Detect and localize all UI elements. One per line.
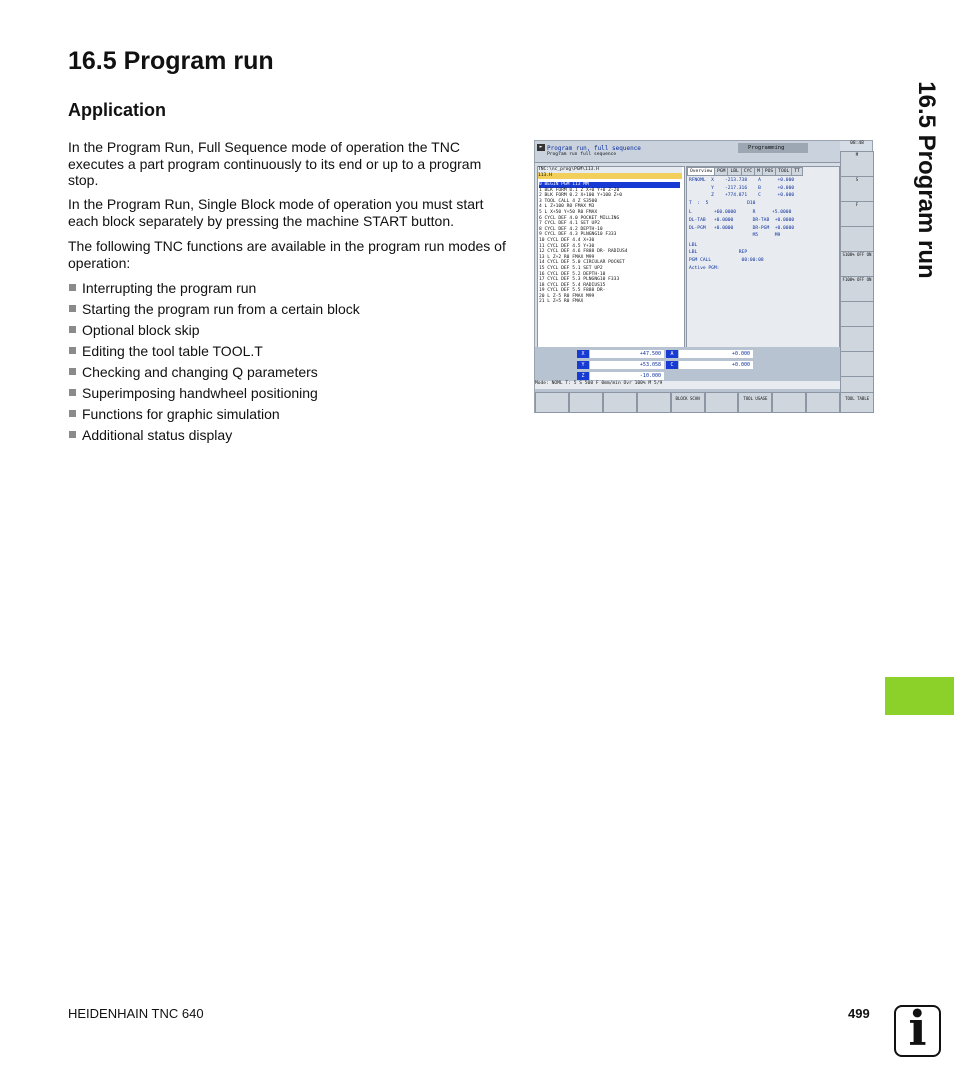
mode-title: Program run, full sequence xyxy=(547,145,641,152)
status-values xyxy=(689,178,794,273)
program-line: 17 CYCL DEF 5.3 PLNGNG10 F333 xyxy=(539,277,620,283)
softkey[interactable] xyxy=(569,392,603,413)
program-line: 3 TOOL CALL 4 Z S3500 xyxy=(539,198,598,204)
list-item: Functions for graphic simulation xyxy=(68,406,360,427)
axis-label-a: A xyxy=(666,350,678,358)
bullet-icon xyxy=(69,284,76,291)
paragraph-1: In the Program Run, Full Sequence mode of operation the TNC executes a part program continuously to its end or up to a program stop. xyxy=(68,139,482,188)
info-bar: Mode: NOML T: 5 S 500 F 0mm/min Ovr 100% M 5/9 xyxy=(535,381,840,389)
axis-label-c: C xyxy=(666,361,678,369)
bullet-icon xyxy=(69,431,76,438)
list-item: Starting the program run from a certain block xyxy=(68,301,360,322)
tab-tt[interactable]: TT xyxy=(791,167,803,176)
softkey[interactable] xyxy=(603,392,637,413)
program-window xyxy=(537,166,685,348)
tab-lbl[interactable]: LBL xyxy=(727,167,741,176)
bullet-icon xyxy=(69,326,76,333)
clock: 08:48 xyxy=(850,141,864,146)
program-line: 19 CYCL DEF 5.5 F888 DR- xyxy=(539,288,606,294)
side-softkey[interactable] xyxy=(840,301,874,327)
status-row: DL-TAB +0.0000 DR-TAB +0.0000 xyxy=(689,217,795,223)
page-number: 499 xyxy=(848,1006,870,1021)
axis-value: +47.500 xyxy=(590,350,664,358)
program-line: 9 CYCL DEF 4.3 PLNGNG10 F333 xyxy=(539,232,617,238)
softkey[interactable]: BLOCK SCAN xyxy=(671,392,705,413)
status-tabs xyxy=(687,167,839,175)
program-line: 16 CYCL DEF 5.2 DEPTH-10 xyxy=(539,271,606,277)
axis-label-z: Z xyxy=(577,372,589,380)
side-softkey[interactable]: F100% OFF ON xyxy=(840,276,874,302)
side-softkey[interactable] xyxy=(840,351,874,377)
axis-value: +53.058 xyxy=(590,361,664,369)
mode-subtitle: Program run full sequence xyxy=(547,152,617,157)
program-line: 10 CYCL DEF 4.4 X+30 xyxy=(539,237,595,243)
bullet-icon xyxy=(69,368,76,375)
program-line: 13 L Z+2 R0 FMAX M99 xyxy=(539,254,595,260)
program-line: 4 L Z+100 R0 FMAX M3 xyxy=(539,204,595,210)
chapter-tab xyxy=(885,677,954,715)
paragraph-2: In the Program Run, Single Block mode of operation you must start each block separately by pressing the machine START button. xyxy=(68,196,484,229)
softkey[interactable] xyxy=(637,392,671,413)
status-row: T : 5 D10 xyxy=(689,200,756,206)
footer-product: HEIDENHAIN TNC 640 xyxy=(68,1006,204,1021)
softkey[interactable] xyxy=(806,392,840,413)
program-line: 8 CYCL DEF 4.2 DEPTH-10 xyxy=(539,226,603,232)
program-line: 20 L Z-5 R0 FMAX M99 xyxy=(539,293,595,299)
secondary-mode[interactable]: Programming xyxy=(738,143,808,153)
program-line: 12 CYCL DEF 4.6 F888 DR- RADIUS4 xyxy=(539,249,628,255)
tnc-screenshot xyxy=(534,140,873,413)
page-title: 16.5 Program run xyxy=(68,47,274,75)
softkey[interactable]: TOOL USAGE xyxy=(738,392,772,413)
program-line: 1 BLK FORM 0.1 Z X+0 Y+0 Z-20 xyxy=(539,187,620,193)
program-line: 15 CYCL DEF 5.1 SET UP2 xyxy=(539,265,603,271)
axis-label-x: X xyxy=(577,350,589,358)
program-line: 0 BEGIN PGM 113 MM xyxy=(539,182,680,188)
status-row: Y -217.316 B +0.000 xyxy=(689,185,795,191)
side-softkey[interactable] xyxy=(840,326,874,352)
status-row: DL-PGM +0.0000 DR-PGM +0.0000 xyxy=(689,225,795,231)
side-softkey[interactable]: S100% OFF ON xyxy=(840,251,874,277)
status-row: RFNOML X -213.738 A +0.000 xyxy=(689,178,795,183)
info-icon: i xyxy=(894,1005,941,1057)
tab-cyc[interactable]: CYC xyxy=(741,167,755,176)
status-row: LBL REP xyxy=(689,250,748,256)
list-item: Interrupting the program run xyxy=(68,280,360,301)
side-chapter-title: 16.5 Program run xyxy=(913,81,940,279)
program-line: 21 L Z+5 R0 FMAX xyxy=(539,299,584,305)
softkey[interactable] xyxy=(772,392,806,413)
program-path: TNC:\nc_prog\PGM\113.H xyxy=(538,167,682,173)
paragraph-3: The following TNC functions are available in the program run modes of operation: xyxy=(68,238,506,271)
mode-icon: ► xyxy=(537,144,545,151)
softkey[interactable]: TOOL TABLE xyxy=(840,392,874,413)
vertical-softkeys xyxy=(840,151,874,392)
bullet-icon xyxy=(69,410,76,417)
program-line: 5 L X+50 Y+50 R0 FMAX xyxy=(539,209,598,215)
axis-value: +0.000 xyxy=(679,361,753,369)
list-item: Additional status display xyxy=(68,427,360,448)
tab-tool[interactable]: TOOL xyxy=(775,167,792,176)
program-line: 7 CYCL DEF 4.1 SET UP2 xyxy=(539,221,600,227)
axis-value: -10.000 xyxy=(590,372,664,380)
status-row: L +60.0000 R +5.0000 xyxy=(689,210,792,216)
status-row: Active PGM: xyxy=(689,265,720,271)
list-item: Superimposing handwheel positioning xyxy=(68,385,360,406)
program-name: 113.H xyxy=(538,173,682,179)
status-row: Z +774.871 C +0.000 xyxy=(689,193,795,199)
section-heading: Application xyxy=(68,100,166,120)
list-item: Optional block skip xyxy=(68,322,360,343)
program-listing xyxy=(539,182,680,305)
side-softkey[interactable]: F xyxy=(840,201,874,227)
list-item: Checking and changing Q parameters xyxy=(68,364,360,385)
status-window xyxy=(686,166,840,348)
tab-overview[interactable]: Overview xyxy=(687,167,715,176)
axis-label-y: Y xyxy=(577,361,589,369)
bullet-icon xyxy=(69,347,76,354)
program-line: 14 CYCL DEF 5.0 CIRCULAR POCKET xyxy=(539,260,625,266)
tab-pgm[interactable]: PGM xyxy=(714,167,728,176)
horizontal-softkeys xyxy=(535,392,874,413)
status-row: PGM CALL 00:00:08 xyxy=(689,257,764,263)
program-line: 2 BLK FORM 0.2 X+100 Y+100 Z+0 xyxy=(539,193,622,199)
status-row: M5 M9 xyxy=(689,233,781,239)
screen-header xyxy=(535,141,840,163)
tab-m[interactable]: M xyxy=(754,167,763,176)
status-row: LBL xyxy=(689,242,698,248)
side-softkey[interactable]: S xyxy=(840,176,874,202)
program-line: 18 CYCL DEF 5.4 RADIUS15 xyxy=(539,282,606,288)
bullet-icon xyxy=(69,305,76,312)
function-list xyxy=(68,280,360,448)
softkey[interactable] xyxy=(535,392,569,413)
softkey[interactable] xyxy=(705,392,739,413)
tab-pos[interactable]: POS xyxy=(762,167,776,176)
bullet-icon xyxy=(69,389,76,396)
axis-value: +0.000 xyxy=(679,350,753,358)
side-softkey[interactable] xyxy=(840,226,874,252)
side-softkey[interactable]: M xyxy=(840,151,874,177)
program-line: 6 CYCL DEF 4.0 POCKET MILLING xyxy=(539,215,620,221)
list-item: Editing the tool table TOOL.T xyxy=(68,343,360,364)
program-line: 11 CYCL DEF 4.5 Y+30 xyxy=(539,243,595,249)
